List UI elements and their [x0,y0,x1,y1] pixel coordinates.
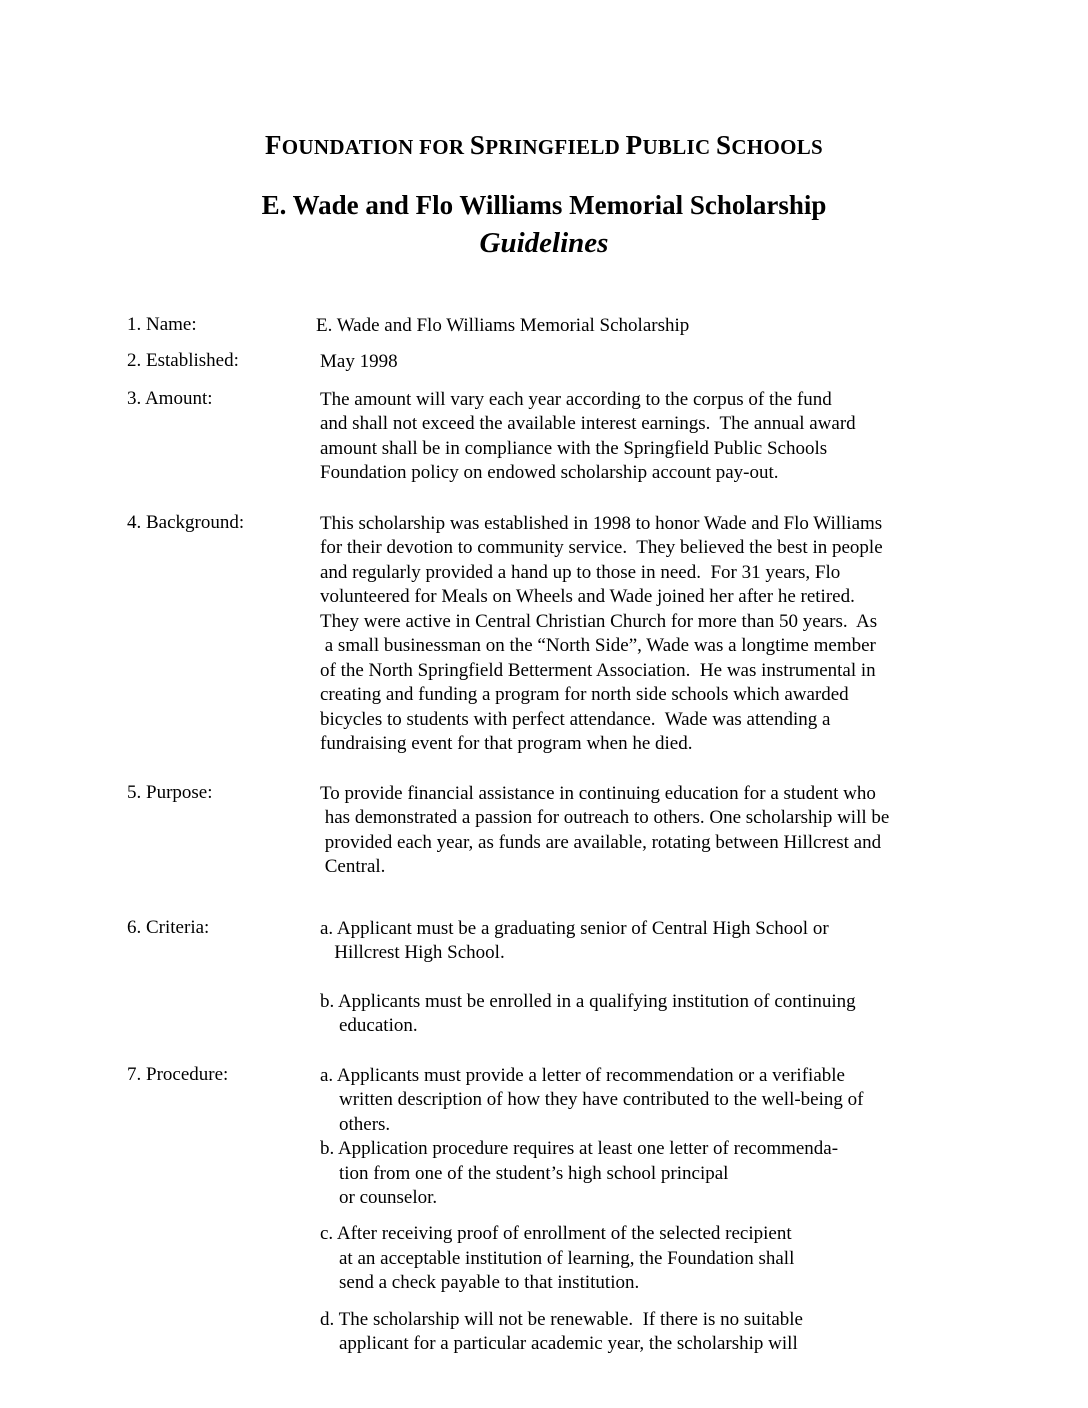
org-word-2: SPRINGFIELD [469,130,626,160]
section-text-established: May 1998 [320,351,398,372]
section-label-background: 4. Background: [127,512,245,533]
text-line: creating and funding a program for north side schools which awarded [320,684,849,705]
text-line: of the North Springfield Betterment Association. He was instrumental in [320,660,876,681]
text-line: They were active in Central Christian Church for more than 50 years. As [320,611,878,632]
text-line: for their devotion to community service. They believed the best in people [320,537,883,558]
procedure-item-b: b. Application procedure requires at least one letter of recommenda- [320,1138,839,1159]
criteria-item-a-cont: Hillcrest High School. [320,942,505,963]
procedure-item-a-cont: written description of how they have contributed to the well-being of [320,1089,864,1110]
text-line: volunteered for Meals on Wheels and Wade joined her after he retired. [320,586,855,607]
text-line: bicycles to students with perfect attendance. Wade was attending a [320,709,831,730]
text-line: Central. [320,856,386,877]
procedure-item-d-cont: applicant for a particular academic year, the scholarship will [320,1333,798,1354]
section-label-purpose: 5. Purpose: [127,782,213,803]
section-label-established: 2. Established: [127,350,239,371]
section-label-criteria: 6. Criteria: [127,917,210,938]
org-word-4: SCHOOLS [716,130,824,160]
org-word-1: FOUNDATION FOR [264,130,470,160]
text-line: To provide financial assistance in continuing education for a student who [320,783,876,804]
section-text-name: E. Wade and Flo Williams Memorial Scholarship [316,315,690,336]
procedure-item-b-cont: or counselor. [320,1187,438,1208]
criteria-item-b: b. Applicants must be enrolled in a qualifying institution of continuing [320,991,856,1012]
criteria-item-a: a. Applicant must be a graduating senior of Central High School or [320,918,829,939]
procedure-item-c-cont: at an acceptable institution of learning, the Foundation shall [320,1248,795,1269]
procedure-item-a: a. Applicants must provide a letter of recommendation or a verifiable [320,1065,845,1086]
text-line: a small businessman on the “North Side”, Wade was a longtime member [320,635,876,656]
text-line: Foundation policy on endowed scholarship account pay-out. [320,462,779,483]
section-label-procedure: 7. Procedure: [127,1064,229,1085]
organization-title [0,130,1088,161]
text-line: This scholarship was established in 1998 to honor Wade and Flo Williams [320,513,883,534]
procedure-item-d: d. The scholarship will not be renewable. If there is no suitable [320,1309,803,1330]
section-label-amount: 3. Amount: [127,388,213,409]
text-line: and shall not exceed the available interest earnings. The annual award [320,413,856,434]
text-line: has demonstrated a passion for outreach to others. One scholarship will be [320,807,890,828]
section-label-name: 1. Name: [127,314,197,335]
scholarship-title: E. Wade and Flo Williams Memorial Scholarship [261,190,827,220]
criteria-item-b-cont: education. [320,1015,418,1036]
procedure-item-c: c. After receiving proof of enrollment of the selected recipient [320,1223,792,1244]
text-line: and regularly provided a hand up to those in need. For 31 years, Flo [320,562,841,583]
text-line: provided each year, as funds are available, rotating between Hillcrest and [320,832,882,853]
procedure-item-c-cont: send a check payable to that institution. [320,1272,640,1293]
procedure-item-b-cont: tion from one of the student’s high school principal [320,1163,729,1184]
text-line: amount shall be in compliance with the Springfield Public Schools [320,438,828,459]
procedure-item-a-cont: others. [320,1114,391,1135]
org-word-3: PUBLIC [625,130,717,160]
text-line: The amount will vary each year according to the corpus of the fund [320,389,832,410]
text-line: fundraising event for that program when he died. [320,733,693,754]
guidelines-heading: Guidelines [479,227,609,259]
